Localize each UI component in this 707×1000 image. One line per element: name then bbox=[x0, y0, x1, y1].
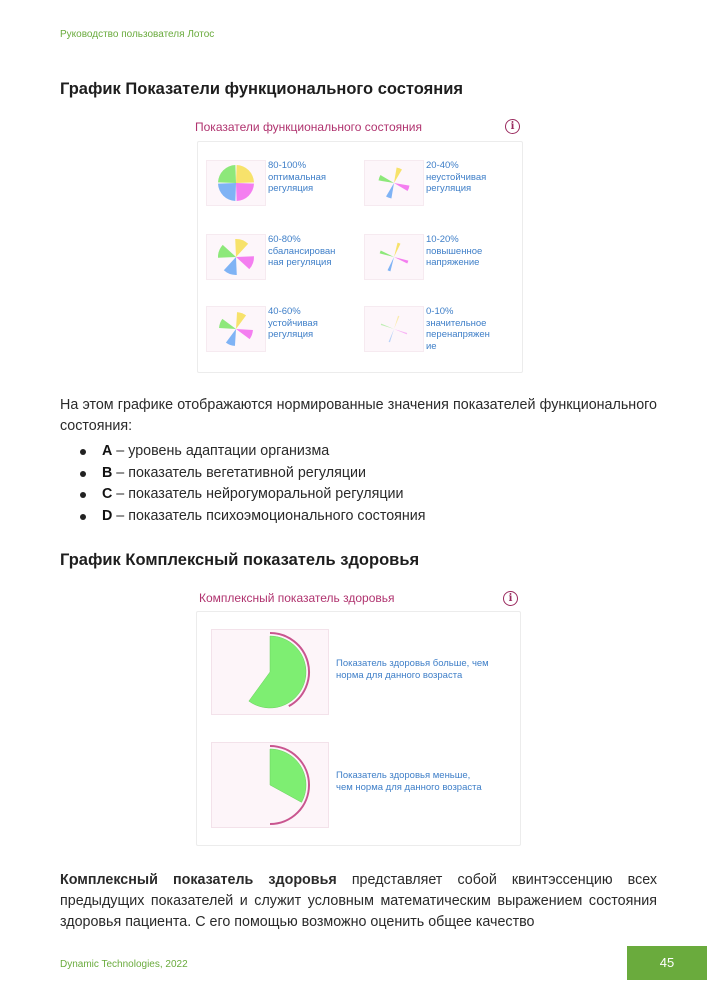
health-index-description-line: чем норма для данного возраста bbox=[336, 782, 482, 793]
petal-chart-icon bbox=[364, 306, 424, 352]
legend-description-line: ная регуляция bbox=[268, 257, 332, 268]
list-item bbox=[80, 506, 426, 528]
intro-paragraph: На этом графике отображаются нормированные значения показателей функционального состояния: bbox=[60, 397, 657, 434]
indicator-description: – уровень адаптации организма bbox=[112, 443, 330, 459]
widget-title-functional-state: Показатели функционального состояния bbox=[195, 120, 422, 134]
legend-item bbox=[206, 160, 356, 220]
petal-a bbox=[236, 165, 254, 183]
petal-c bbox=[224, 257, 237, 275]
petal-d bbox=[381, 324, 394, 329]
legend-description-line: перенапряжен bbox=[426, 329, 490, 340]
legend-item bbox=[364, 234, 514, 294]
bullet-icon bbox=[80, 492, 86, 498]
petal-b bbox=[236, 256, 254, 269]
petal-b bbox=[394, 257, 408, 263]
legend-item bbox=[364, 306, 514, 366]
health-value-wedge bbox=[249, 636, 306, 708]
health-index-chart bbox=[211, 742, 329, 828]
health-index-panel bbox=[196, 611, 521, 846]
legend-description-line: регуляция bbox=[268, 183, 314, 194]
bullet-icon bbox=[80, 449, 86, 455]
health-index-description-line: Показатель здоровья меньше, bbox=[336, 770, 471, 781]
legend-label bbox=[268, 234, 348, 269]
health-value-wedge bbox=[270, 749, 306, 802]
bullet-icon bbox=[80, 514, 86, 520]
petal-a bbox=[394, 316, 399, 329]
health-index-paragraph bbox=[60, 870, 657, 933]
health-index-chart bbox=[211, 629, 329, 715]
running-header: Руководство пользователя Лотос bbox=[60, 29, 215, 40]
petal-d bbox=[379, 175, 394, 183]
petal-d bbox=[218, 245, 236, 258]
legend-range: 20-40% bbox=[426, 160, 459, 171]
legend-label bbox=[426, 234, 506, 269]
legend-label bbox=[268, 306, 348, 341]
legend-description-line: оптимальная bbox=[268, 171, 327, 183]
indicator-list bbox=[80, 441, 426, 527]
petal-c bbox=[386, 183, 394, 198]
indicator-description: – показатель нейрогуморальной регуляции bbox=[112, 486, 404, 502]
legend-description-line: неустойчивая bbox=[426, 171, 487, 183]
petal-a bbox=[236, 312, 246, 329]
legend-description-line: регуляция bbox=[426, 183, 472, 194]
indicator-description: – показатель вегетативной регуляции bbox=[112, 464, 367, 481]
petal-c bbox=[226, 329, 236, 346]
legend-range: 0-10% bbox=[426, 306, 454, 317]
legend-range: 80-100% bbox=[268, 160, 307, 171]
widget-title-health-index: Комплексный показатель здоровья bbox=[199, 591, 395, 605]
list-item bbox=[80, 441, 426, 463]
petal-chart-icon bbox=[364, 234, 424, 280]
legend-description-line: ие bbox=[426, 340, 437, 352]
legend-label bbox=[268, 160, 348, 195]
paragraph-text: представляет собой квинтэссенцию всех предыдущих показателей и служит условным математическим выражением состояния здоровья пациента. С его помощью возможно оценить общее качество bbox=[60, 872, 658, 930]
petal-c bbox=[218, 183, 236, 201]
petal-b bbox=[394, 329, 407, 334]
health-index-description bbox=[336, 770, 511, 794]
legend-description-line: регуляция bbox=[268, 329, 314, 340]
legend-item bbox=[206, 234, 356, 294]
health-index-description-line: норма для данного возраста bbox=[336, 670, 463, 681]
petal-chart-icon bbox=[206, 306, 266, 352]
petal-a bbox=[235, 239, 248, 257]
section-heading-functional-state: График Показатели функционального состояния bbox=[60, 80, 464, 98]
legend-description-line: устойчивая bbox=[268, 317, 318, 329]
legend-description-line: напряжение bbox=[426, 257, 480, 268]
section-heading-health-index: График Комплексный показатель здоровья bbox=[60, 551, 420, 569]
petal-chart-icon bbox=[364, 160, 424, 206]
legend-range: 10-20% bbox=[426, 234, 459, 245]
indicator-key: B bbox=[102, 464, 113, 481]
bullet-icon bbox=[80, 471, 86, 477]
legend-item bbox=[206, 306, 356, 366]
legend-description-line: сбалансирован bbox=[268, 245, 336, 257]
info-icon[interactable]: i bbox=[503, 591, 518, 606]
petal-c bbox=[388, 257, 394, 271]
petal-chart-icon bbox=[206, 234, 266, 280]
bold-term: Комплексный показатель здоровья bbox=[60, 872, 337, 888]
petal-a bbox=[394, 243, 400, 257]
petal-b bbox=[236, 183, 254, 201]
page-number: 45 bbox=[627, 946, 707, 980]
list-item bbox=[80, 484, 426, 506]
petal-c bbox=[389, 329, 394, 342]
petal-d bbox=[219, 319, 236, 329]
indicator-description: – показатель психоэмоционального состояния bbox=[112, 507, 426, 524]
petal-a bbox=[394, 168, 402, 183]
indicator-key: C bbox=[102, 486, 113, 502]
indicator-key: D bbox=[102, 507, 113, 524]
petal-d bbox=[380, 251, 394, 257]
legend-range: 60-80% bbox=[268, 234, 301, 245]
info-icon[interactable]: i bbox=[505, 119, 520, 134]
petal-b bbox=[394, 183, 409, 191]
health-index-description-line: Показатель здоровья больше, чем bbox=[336, 658, 489, 669]
legend-label bbox=[426, 306, 506, 352]
petal-b bbox=[236, 329, 253, 339]
functional-state-legend-panel bbox=[197, 141, 523, 373]
petal-d bbox=[218, 165, 236, 183]
list-item bbox=[80, 463, 426, 485]
legend-label bbox=[426, 160, 506, 195]
health-index-description bbox=[336, 658, 511, 682]
footer-company: Dynamic Technologies, 2022 bbox=[60, 959, 188, 970]
legend-item bbox=[364, 160, 514, 220]
indicator-key: A bbox=[102, 443, 113, 459]
petal-chart-icon bbox=[206, 160, 266, 206]
legend-range: 40-60% bbox=[268, 306, 301, 317]
legend-description-line: значительное bbox=[426, 317, 487, 329]
legend-description-line: повышенное bbox=[426, 245, 483, 257]
